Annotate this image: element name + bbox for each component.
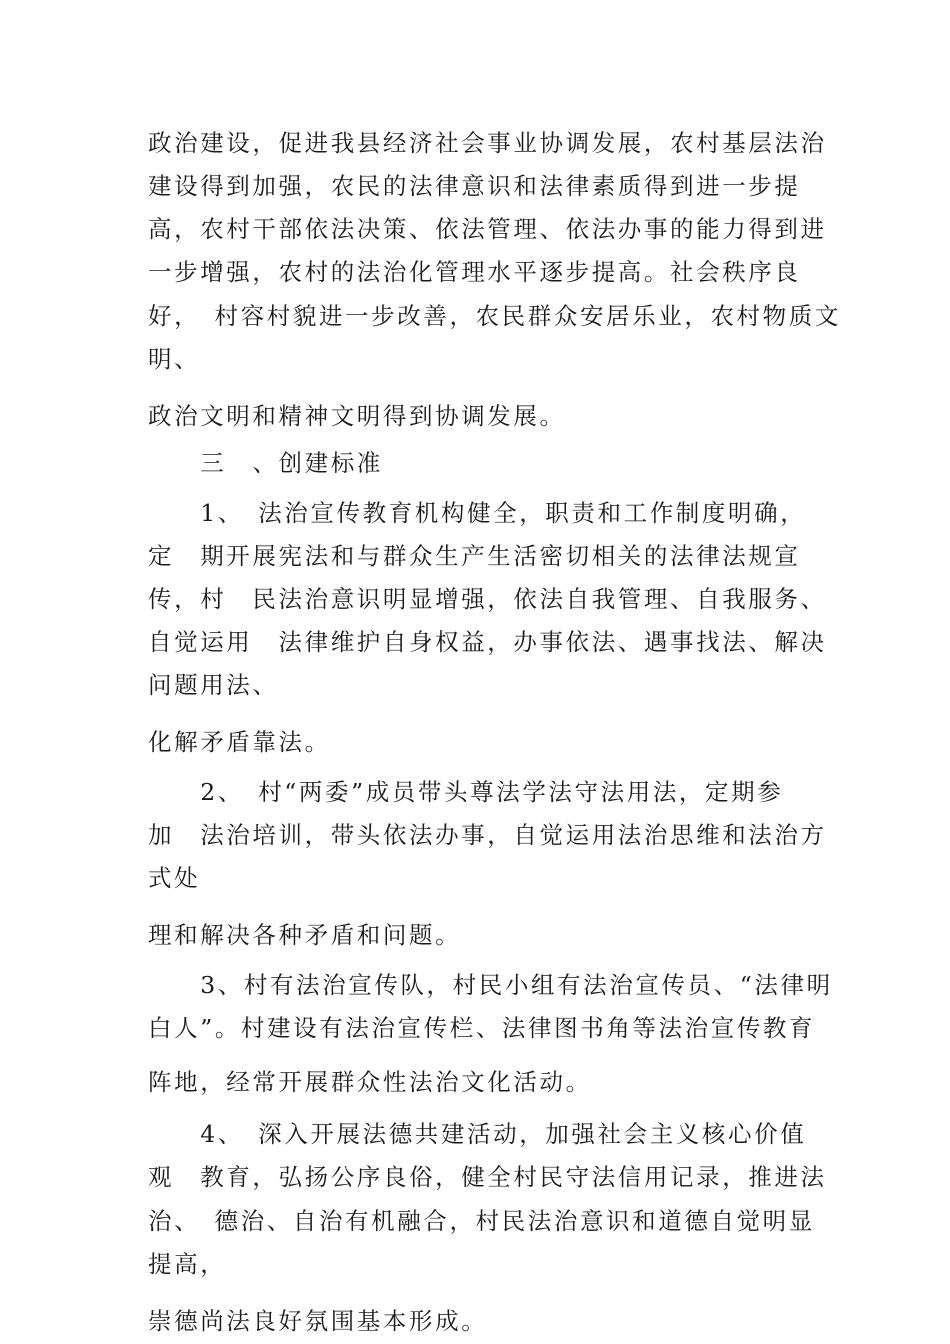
- text-line: 加 法治培训，带头依法办事，自觉运用法治思维和法治方: [148, 821, 827, 849]
- text-line: 阵地，经常开展群众性法治文化活动。: [148, 1068, 592, 1096]
- text-line: 治、 德治、自治有机融合，村民法治意识和道德自觉明显: [148, 1207, 815, 1235]
- text-line: 自觉运用 法律维护自身权益，办事依法、遇事找法、解决: [148, 628, 827, 656]
- text-line: 问题用法、: [148, 671, 279, 699]
- text-line: 3、村有法治宣传队，村民小组有法治宣传员、“法律明: [148, 971, 833, 999]
- text-line: 政治文明和精神文明得到协调发展。: [148, 402, 566, 430]
- text-line: 4、 深入开展法德共建活动，加强社会主义核心价值: [148, 1120, 807, 1148]
- text-line: 理和解决各种矛盾和问题。: [148, 921, 462, 949]
- text-line: 1、 法治宣传教育机构健全，职责和工作制度明确，: [148, 499, 807, 527]
- text-line: 提高，: [148, 1250, 227, 1278]
- text-line: 传，村 民法治意识明显增强，依法自我管理、自我服务、: [148, 585, 827, 613]
- text-line: 崇德尚法良好氛围基本形成。: [148, 1307, 488, 1335]
- section-heading: 三 、创建标准: [148, 449, 383, 477]
- text-line: 2、 村“两委”成员带头尊法学法守法用法，定期参: [148, 778, 784, 806]
- text-line: 式处: [148, 864, 201, 892]
- text-line: 明、: [148, 345, 201, 373]
- text-line: 高，农村干部依法决策、依法管理、依法办事的能力得到进: [148, 215, 827, 243]
- text-line: 建设得到加强，农民的法律意识和法律素质得到进一步提: [148, 172, 801, 200]
- text-line: 定 期开展宪法和与群众生产生活密切相关的法律法规宣: [148, 542, 801, 570]
- text-line: 政治建设，促进我县经济社会事业协调发展，农村基层法治: [148, 129, 827, 157]
- text-line: 一步增强，农村的法治化管理水平逐步提高。社会秩序良: [148, 258, 801, 286]
- text-line: 白人”。村建设有法治宣传栏、法律图书角等法治宣传教育: [148, 1014, 816, 1042]
- text-line: 化解矛盾靠法。: [148, 728, 331, 756]
- text-line: 观 教育，弘扬公序良俗，健全村民守法信用记录，推进法: [148, 1163, 827, 1191]
- text-line: 好， 村容村貌进一步改善，农民群众安居乐业，农村物质文: [148, 302, 841, 330]
